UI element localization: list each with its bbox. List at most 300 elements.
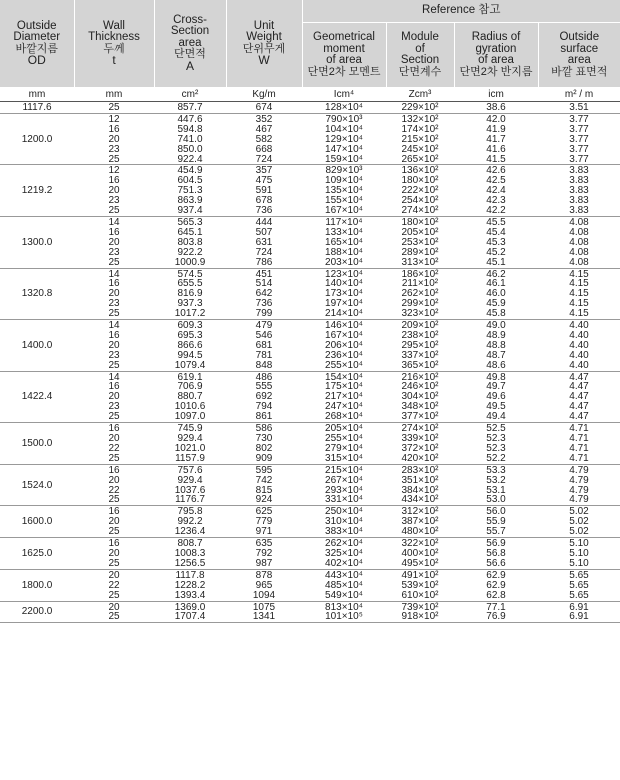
cell-section-modulus: 245×10² <box>401 143 439 155</box>
cell-area: 609.3 <box>177 320 203 332</box>
cell-moment: 129×10⁴ <box>325 133 363 145</box>
cell-weight: 642 <box>255 288 273 300</box>
cell-section-modulus: 739×10² <box>401 601 439 613</box>
cell-outside-diameter: 1625.0 <box>21 547 53 559</box>
cell-surface: 5.65 <box>569 569 589 581</box>
cell-surface: 4.08 <box>569 226 589 238</box>
cell-radius: 55.9 <box>486 516 506 528</box>
cell-area: 1228.2 <box>174 579 206 591</box>
cell-moment: 188×10⁴ <box>325 246 363 258</box>
cell-radius: 48.7 <box>486 349 506 361</box>
cell-area: 1369.0 <box>174 601 206 613</box>
cell-area: 863.9 <box>177 195 203 207</box>
cell-section-modulus: 238×10² <box>401 329 439 341</box>
cell-radius: 52.5 <box>486 423 506 435</box>
cell-surface: 4.08 <box>569 246 589 258</box>
cell-moment: 101×10⁵ <box>325 611 363 623</box>
cell-thickness: 25 <box>108 359 120 371</box>
cell-area: 795.8 <box>177 506 203 518</box>
cell-area: 695.3 <box>177 329 203 341</box>
cell-section-modulus: 289×10² <box>401 246 439 258</box>
cell-surface: 4.47 <box>569 371 589 383</box>
cell-section-modulus: 174×10² <box>401 123 439 135</box>
cell-surface: 4.40 <box>569 339 589 351</box>
cell-section-modulus: 491×10² <box>401 569 439 581</box>
cell-surface: 3.83 <box>569 165 589 177</box>
cell-section-modulus: 265×10² <box>401 153 439 165</box>
cell-weight: 987 <box>255 557 273 569</box>
cell-section-modulus: 180×10² <box>401 216 439 228</box>
cell-surface: 3.77 <box>569 113 589 125</box>
od-group <box>0 102 620 114</box>
cell-area: 866.6 <box>177 339 203 351</box>
cell-thickness: 25 <box>108 205 120 217</box>
cell-surface: 4.15 <box>569 288 589 300</box>
cell-weight: 507 <box>255 226 273 238</box>
header-text: Section <box>400 54 440 66</box>
header-geometrical-moment <box>302 23 386 88</box>
cell-surface: 3.51 <box>569 102 589 113</box>
cell-area: 922.4 <box>177 153 203 165</box>
cell-weight: 1075 <box>252 601 276 613</box>
cell-thickness: 12 <box>108 113 120 125</box>
cell-radius: 55.7 <box>486 526 506 538</box>
cell-section-modulus: 229×10² <box>401 102 439 113</box>
od-group <box>0 423 620 465</box>
cell-section-modulus: 434×10² <box>401 494 439 506</box>
cell-moment: 123×10⁴ <box>325 268 363 280</box>
cell-area: 706.9 <box>177 381 203 393</box>
table-row <box>0 155 620 165</box>
cell-moment: 140×10⁴ <box>325 278 363 290</box>
header-unit-weight <box>226 0 302 87</box>
table-row <box>0 444 620 454</box>
cell-thickness: 25 <box>108 589 120 601</box>
cell-surface: 4.08 <box>569 216 589 228</box>
cell-thickness: 20 <box>108 185 120 197</box>
cell-weight: 674 <box>255 102 273 113</box>
cell-thickness: 14 <box>108 371 120 383</box>
cell-moment: 549×10⁴ <box>325 589 363 601</box>
cell-weight: 681 <box>255 339 273 351</box>
cell-section-modulus: 211×10² <box>401 278 439 290</box>
cell-thickness: 25 <box>108 102 120 113</box>
cell-section-modulus: 384×10² <box>401 484 439 496</box>
cell-surface: 4.47 <box>569 391 589 403</box>
cell-radius: 38.6 <box>486 102 506 113</box>
cell-surface: 4.79 <box>569 464 589 476</box>
table-row <box>0 228 620 238</box>
cell-thickness: 14 <box>108 216 120 228</box>
cell-area: 751.3 <box>177 185 203 197</box>
cell-thickness: 16 <box>108 464 120 476</box>
header-text: Unit <box>253 19 275 32</box>
units-row <box>0 87 620 102</box>
cell-surface: 3.83 <box>569 175 589 187</box>
cell-radius: 53.3 <box>486 464 506 476</box>
cell-thickness: 16 <box>108 278 120 290</box>
cell-thickness: 20 <box>108 569 120 581</box>
cell-radius: 46.1 <box>486 278 506 290</box>
table-row <box>0 258 620 268</box>
cell-weight: 799 <box>255 308 273 320</box>
cell-moment: 325×10⁴ <box>325 547 363 559</box>
cell-weight: 357 <box>255 165 273 177</box>
cell-surface: 4.47 <box>569 381 589 393</box>
cell-moment: 167×10⁴ <box>325 205 363 217</box>
cell-weight: 736 <box>255 298 273 310</box>
cell-surface: 4.15 <box>569 268 589 280</box>
cell-weight: 724 <box>255 246 273 258</box>
cell-section-modulus: 322×10² <box>401 538 439 550</box>
table-row <box>0 216 620 227</box>
cell-thickness: 25 <box>108 411 120 423</box>
unit-r: icm <box>454 87 538 102</box>
cell-section-modulus: 216×10² <box>401 371 439 383</box>
cell-thickness: 25 <box>108 308 120 320</box>
unit-w: Kg/m <box>226 87 302 102</box>
cell-thickness: 16 <box>108 123 120 135</box>
cell-weight: 971 <box>255 526 273 538</box>
header-symbol: OD <box>27 53 46 67</box>
cell-area: 1021.0 <box>174 442 206 454</box>
cell-surface: 4.71 <box>569 442 589 454</box>
table-row <box>0 145 620 155</box>
cell-radius: 45.2 <box>486 246 506 258</box>
cell-radius: 42.5 <box>486 175 506 187</box>
table-header <box>0 0 620 87</box>
unit-t: mm <box>74 87 154 102</box>
cell-area: 745.9 <box>177 423 203 435</box>
cell-area: 1707.4 <box>174 611 206 623</box>
cell-radius: 49.5 <box>486 401 506 413</box>
table-row <box>0 581 620 591</box>
cell-area: 808.7 <box>177 538 203 550</box>
cell-thickness: 16 <box>108 329 120 341</box>
cell-moment: 205×10⁴ <box>325 423 363 435</box>
cell-surface: 4.47 <box>569 401 589 413</box>
cell-moment: 383×10⁴ <box>325 526 363 538</box>
cell-area: 447.6 <box>177 113 203 125</box>
header-text: of area <box>326 54 362 66</box>
cell-thickness: 14 <box>108 320 120 332</box>
cell-radius: 46.2 <box>486 268 506 280</box>
cell-thickness: 20 <box>108 133 120 145</box>
header-text: area <box>567 54 591 66</box>
table-row <box>0 238 620 248</box>
table-row <box>0 591 620 601</box>
cell-area: 1236.4 <box>174 526 206 538</box>
cell-moment: 117×10⁴ <box>325 216 363 228</box>
cell-area: 994.5 <box>177 349 203 361</box>
cell-section-modulus: 480×10² <box>401 526 439 538</box>
cell-area: 1010.6 <box>174 401 206 413</box>
cell-section-modulus: 205×10² <box>401 226 439 238</box>
cell-moment: 215×10⁴ <box>325 464 363 476</box>
cell-weight: 802 <box>255 442 273 454</box>
cell-thickness: 23 <box>108 298 120 310</box>
cell-thickness: 20 <box>108 339 120 351</box>
cell-radius: 52.2 <box>486 452 506 464</box>
od-group <box>0 371 620 423</box>
table-row <box>0 382 620 392</box>
header-text: Thickness <box>88 31 140 43</box>
cell-section-modulus: 180×10² <box>401 175 439 187</box>
cell-radius: 49.0 <box>486 320 506 332</box>
cell-moment: 154×10⁴ <box>325 371 363 383</box>
cell-thickness: 12 <box>108 165 120 177</box>
cell-surface: 4.15 <box>569 308 589 320</box>
cell-thickness: 25 <box>108 256 120 268</box>
cell-outside-diameter: 1200.0 <box>21 133 53 145</box>
table-row <box>0 434 620 444</box>
header-outside-surface-area <box>538 23 620 88</box>
table-row <box>0 527 620 537</box>
header-text: of area <box>478 54 514 66</box>
unit-z: Zcm³ <box>386 87 454 102</box>
od-group <box>0 464 620 506</box>
cell-outside-diameter: 1300.0 <box>21 236 53 248</box>
unit-od: mm <box>0 87 74 102</box>
cell-surface: 4.08 <box>569 256 589 268</box>
cell-section-modulus: 274×10² <box>401 423 439 435</box>
cell-thickness: 25 <box>108 611 120 623</box>
cell-section-modulus: 420×10² <box>401 452 439 464</box>
cell-section-modulus: 918×10² <box>401 611 439 623</box>
cell-moment: 133×10⁴ <box>325 226 363 238</box>
cell-radius: 56.6 <box>486 557 506 569</box>
cell-section-modulus: 348×10² <box>401 401 439 413</box>
cell-weight: 668 <box>255 143 273 155</box>
cell-radius: 56.9 <box>486 538 506 550</box>
cell-radius: 49.6 <box>486 391 506 403</box>
cell-moment: 268×10⁴ <box>325 411 363 423</box>
header-korean: 단면2차 반지름 <box>459 65 533 78</box>
cell-moment: 104×10⁴ <box>325 123 363 135</box>
cell-moment: 293×10⁴ <box>325 484 363 496</box>
cell-weight: 742 <box>255 474 273 486</box>
cell-outside-diameter: 2200.0 <box>21 606 53 618</box>
cell-surface: 4.71 <box>569 433 589 444</box>
table-row <box>0 289 620 299</box>
table-row <box>0 517 620 527</box>
cell-area: 880.7 <box>177 391 203 403</box>
header-text: Module <box>401 31 439 43</box>
header-symbol: W <box>258 53 270 67</box>
header-text: Outside <box>559 31 600 43</box>
cell-weight: 965 <box>255 579 273 591</box>
cell-weight: 631 <box>255 236 273 248</box>
table-row <box>0 361 620 371</box>
cell-surface: 4.40 <box>569 320 589 332</box>
cell-area: 1176.7 <box>175 494 205 506</box>
cell-section-modulus: 246×10² <box>401 381 439 393</box>
cell-weight: 1341 <box>252 611 276 623</box>
cell-radius: 45.9 <box>486 298 506 310</box>
cell-thickness: 20 <box>108 433 120 444</box>
table-row <box>0 196 620 206</box>
cell-outside-diameter: 1500.0 <box>21 437 53 449</box>
table-row <box>0 309 620 319</box>
unit-i: Icm⁴ <box>302 87 386 102</box>
table-row <box>0 331 620 341</box>
cell-radius: 76.9 <box>486 611 506 623</box>
cell-area: 1017.2 <box>174 308 206 320</box>
cell-radius: 41.9 <box>486 123 506 135</box>
table-row <box>0 268 620 279</box>
cell-radius: 52.3 <box>486 433 506 444</box>
cell-area: 1000.9 <box>174 256 206 268</box>
cell-area: 1097.0 <box>174 411 206 423</box>
cell-radius: 42.6 <box>486 165 506 177</box>
cell-section-modulus: 254×10² <box>401 195 439 207</box>
cell-weight: 625 <box>255 506 273 518</box>
cell-surface: 3.77 <box>569 123 589 135</box>
cell-weight: 861 <box>255 411 273 423</box>
cell-moment: 402×10⁴ <box>325 557 363 569</box>
cell-radius: 45.4 <box>486 226 506 238</box>
cell-thickness: 23 <box>108 349 120 361</box>
cell-weight: 815 <box>255 484 273 496</box>
cell-moment: 109×10⁴ <box>325 175 363 187</box>
cell-section-modulus: 351×10² <box>401 474 439 486</box>
od-group <box>0 569 620 601</box>
cell-moment: 262×10⁴ <box>325 538 363 550</box>
unit-s: m² / m <box>538 87 620 102</box>
cell-area: 857.7 <box>177 102 203 113</box>
cell-moment: 147×10⁴ <box>325 143 363 155</box>
header-text: Geometrical <box>313 31 375 43</box>
cell-area: 929.4 <box>177 474 203 486</box>
cell-radius: 48.9 <box>486 329 506 341</box>
cell-thickness: 20 <box>108 547 120 559</box>
cell-surface: 5.02 <box>569 516 589 528</box>
cell-weight: 486 <box>255 371 273 383</box>
table-row <box>0 135 620 145</box>
table-row <box>0 486 620 496</box>
cell-section-modulus: 312×10² <box>401 506 439 518</box>
cell-radius: 56.8 <box>486 547 506 559</box>
table-row <box>0 320 620 331</box>
cell-outside-diameter: 1400.0 <box>21 339 53 351</box>
cell-section-modulus: 262×10² <box>401 288 439 300</box>
table-row <box>0 601 620 612</box>
header-korean: 두께 <box>103 42 125 55</box>
cell-outside-diameter: 1800.0 <box>21 579 53 591</box>
cell-surface: 4.15 <box>569 298 589 310</box>
cell-surface: 6.91 <box>569 611 589 623</box>
cell-area: 1037.6 <box>174 484 206 496</box>
cell-thickness: 25 <box>108 494 120 506</box>
cell-surface: 5.65 <box>569 589 589 601</box>
cell-outside-diameter: 1117.6 <box>22 102 52 113</box>
cell-radius: 49.7 <box>486 381 506 393</box>
cell-radius: 42.3 <box>486 195 506 207</box>
cell-section-modulus: 339×10² <box>401 433 439 444</box>
cell-section-modulus: 136×10² <box>401 165 439 177</box>
cell-radius: 62.9 <box>486 569 506 581</box>
header-text: gyration <box>475 42 517 55</box>
cell-weight: 479 <box>255 320 273 332</box>
cell-section-modulus: 610×10² <box>401 589 439 601</box>
cell-moment: 175×10⁴ <box>325 381 363 393</box>
cell-area: 850.0 <box>177 143 203 155</box>
header-korean: 단면계수 <box>398 65 442 78</box>
cell-moment: 443×10⁴ <box>325 569 363 581</box>
cell-radius: 49.4 <box>486 411 506 423</box>
cell-surface: 4.15 <box>569 278 589 290</box>
cell-section-modulus: 313×10² <box>401 256 439 268</box>
table-row <box>0 464 620 475</box>
cell-weight: 451 <box>255 268 273 280</box>
header-outside-diameter <box>0 0 74 87</box>
cell-weight: 924 <box>255 494 273 506</box>
cell-moment: 310×10⁴ <box>325 516 363 528</box>
header-korean: 바깥지름 <box>15 42 58 55</box>
cell-moment: 167×10⁴ <box>325 329 363 341</box>
cell-weight: 546 <box>255 329 273 341</box>
cell-weight: 678 <box>255 195 273 207</box>
cell-section-modulus: 539×10² <box>401 579 439 591</box>
cell-outside-diameter: 1422.4 <box>21 391 53 403</box>
cell-thickness: 25 <box>108 557 120 569</box>
cell-area: 619.1 <box>177 371 203 383</box>
cell-thickness: 16 <box>108 175 120 187</box>
cell-thickness: 20 <box>108 474 120 486</box>
cell-moment: 790×10³ <box>325 113 363 125</box>
cell-weight: 730 <box>255 433 273 444</box>
cell-radius: 53.1 <box>486 484 506 496</box>
cell-radius: 45.3 <box>486 236 506 248</box>
cell-weight: 779 <box>255 516 273 528</box>
cell-area: 937.3 <box>177 298 203 310</box>
cell-weight: 582 <box>255 133 273 145</box>
cell-surface: 3.83 <box>569 185 589 197</box>
cell-weight: 591 <box>255 185 273 197</box>
cell-moment: 250×10⁴ <box>325 506 363 518</box>
cell-moment: 255×10⁴ <box>325 433 363 444</box>
cell-surface: 4.08 <box>569 236 589 248</box>
cell-weight: 792 <box>255 547 273 559</box>
cell-surface: 3.77 <box>569 133 589 145</box>
cell-moment: 331×10⁴ <box>325 494 363 506</box>
table-row <box>0 559 620 569</box>
cell-radius: 41.6 <box>486 143 506 155</box>
cell-surface: 4.40 <box>569 329 589 341</box>
cell-thickness: 22 <box>108 484 120 496</box>
cell-weight: 909 <box>255 452 273 464</box>
cell-thickness: 20 <box>108 516 120 528</box>
table-row <box>0 113 620 124</box>
cell-section-modulus: 283×10² <box>401 464 439 476</box>
cell-section-modulus: 295×10² <box>401 339 439 351</box>
header-symbol: A <box>185 58 194 73</box>
cell-radius: 42.2 <box>486 205 506 217</box>
cell-moment: 829×10³ <box>325 165 363 177</box>
cell-thickness: 23 <box>108 401 120 413</box>
cell-section-modulus: 337×10² <box>401 349 439 361</box>
cell-outside-diameter: 1219.2 <box>21 185 53 197</box>
cell-moment: 197×10⁴ <box>325 298 363 310</box>
cell-thickness: 20 <box>108 236 120 248</box>
table-row <box>0 206 620 216</box>
cell-surface: 3.83 <box>569 205 589 217</box>
cell-weight: 736 <box>255 205 273 217</box>
cell-thickness: 16 <box>108 423 120 435</box>
header-text: Wall <box>103 19 125 32</box>
od-group <box>0 320 620 372</box>
cell-weight: 595 <box>255 464 273 476</box>
